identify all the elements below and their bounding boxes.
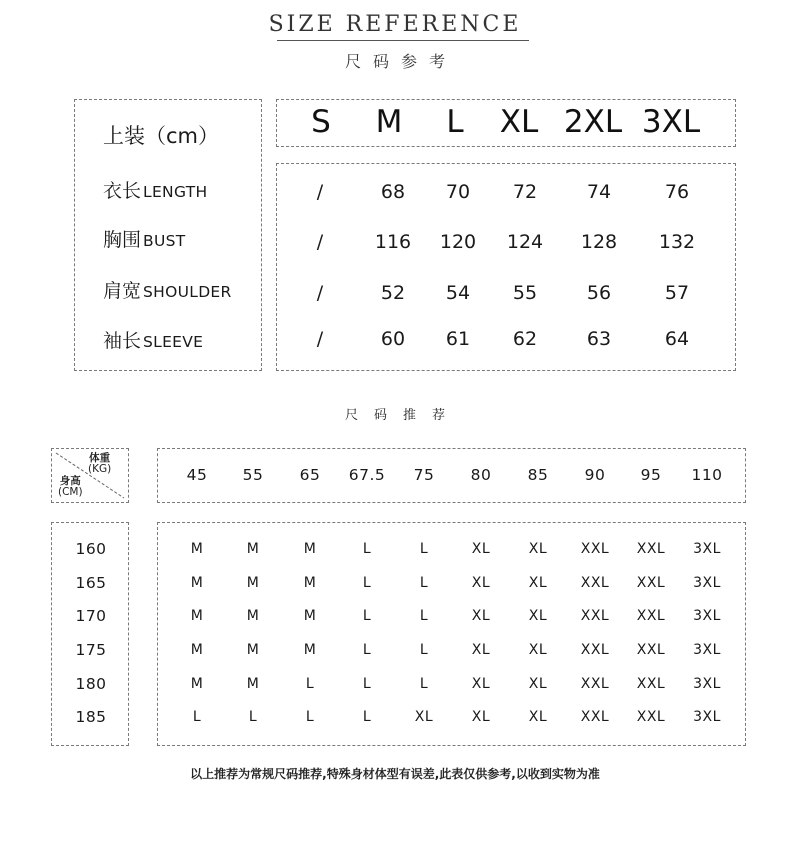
measure-value: 60 (380, 328, 406, 350)
recommended-size: L (305, 676, 315, 692)
recommended-size: 3XL (693, 676, 721, 692)
recommended-size: M (190, 608, 204, 624)
weight-header: 90 (584, 466, 606, 484)
row-label-cn: 衣长 (103, 180, 142, 202)
height-label: 175 (75, 641, 107, 659)
recommended-size: XL (471, 608, 491, 624)
measure-value: 128 (580, 231, 618, 253)
measure-value: 57 (664, 282, 690, 304)
recommended-size: XXL (636, 676, 666, 692)
row-label-en: BUST (143, 232, 186, 250)
recommended-size: M (246, 541, 260, 557)
recommended-size: M (190, 575, 204, 591)
size-header: 3XL (641, 104, 701, 140)
recommended-size: L (248, 709, 258, 725)
measure-value: 55 (512, 282, 538, 304)
recommend-title: 尺码推荐 (344, 408, 461, 423)
recommended-size: L (362, 608, 372, 624)
recommended-size: M (190, 642, 204, 658)
weight-header: 95 (640, 466, 662, 484)
title-english: SIZE REFERENCE (268, 12, 522, 37)
measure-value: / (316, 282, 324, 304)
recommended-size: XL (528, 541, 548, 557)
recommended-size: XXL (580, 676, 610, 692)
row-label-cn: 袖长 (103, 330, 142, 352)
measure-value: 54 (445, 282, 471, 304)
recommended-size: XXL (580, 709, 610, 725)
recommended-size: M (246, 642, 260, 658)
footnote: 以上推荐为常规尺码推荐,特殊身材体型有误差,此表仅供参考,以收到实物为准 (190, 767, 600, 781)
measure-value: 70 (445, 181, 471, 203)
measure-value: 116 (374, 231, 412, 253)
recommended-size: M (303, 608, 317, 624)
recommended-size: XXL (636, 541, 666, 557)
measure-value: 52 (380, 282, 406, 304)
measure-value: / (316, 231, 324, 253)
title-underline (277, 40, 529, 41)
size-header: XL (499, 104, 539, 140)
recommended-size: XL (528, 676, 548, 692)
measure-value: 61 (445, 328, 471, 350)
row-label-en: SHOULDER (143, 283, 232, 301)
measure-value: 68 (380, 181, 406, 203)
recommended-size: XXL (636, 608, 666, 624)
recommended-size: L (419, 642, 429, 658)
recommended-size: L (362, 541, 372, 557)
recommended-size: XXL (636, 709, 666, 725)
measure-value: 72 (512, 181, 538, 203)
height-label: 165 (75, 574, 107, 592)
measure-value: 74 (586, 181, 612, 203)
corner-weight-cn: 体重 (89, 452, 111, 464)
recommended-size: L (419, 575, 429, 591)
recommended-size: 3XL (693, 642, 721, 658)
recommended-size: XL (528, 709, 548, 725)
recommended-size: M (303, 541, 317, 557)
height-label: 160 (75, 540, 107, 558)
recommended-size: L (362, 642, 372, 658)
corner-weight-unit: (KG) (88, 463, 112, 475)
recommended-size: L (419, 608, 429, 624)
row-label-cn: 肩宽 (103, 280, 142, 302)
measure-value: 62 (512, 328, 538, 350)
corner-height-unit: (CM) (58, 486, 83, 498)
recommended-size: XXL (636, 575, 666, 591)
recommended-size: M (303, 642, 317, 658)
height-label: 180 (75, 675, 107, 693)
recommended-size: XL (528, 575, 548, 591)
weight-header: 67.5 (348, 466, 386, 484)
measure-value: 120 (439, 231, 477, 253)
recommended-size: L (419, 541, 429, 557)
measure-value: 56 (586, 282, 612, 304)
recommended-size: 3XL (693, 575, 721, 591)
size-header: S (311, 104, 331, 140)
weight-header: 65 (299, 466, 321, 484)
recommended-size: XL (471, 642, 491, 658)
corner-height-label (58, 476, 83, 498)
measure-value: 76 (664, 181, 690, 203)
corner-weight-label (88, 453, 111, 475)
recommended-size: XL (471, 541, 491, 557)
corner-height-cn: 身高 (59, 475, 81, 487)
recommended-size: 3XL (693, 541, 721, 557)
recommended-size: XXL (580, 642, 610, 658)
recommended-size: L (362, 676, 372, 692)
measure-value: / (316, 328, 324, 350)
title-chinese: 尺码参考 (344, 52, 457, 71)
recommended-size: XXL (580, 608, 610, 624)
row-label-bust (103, 225, 186, 252)
row-label-en: SLEEVE (143, 333, 204, 351)
weight-header: 55 (242, 466, 264, 484)
recommended-size: XL (414, 709, 434, 725)
measure-value: / (316, 181, 324, 203)
recommended-size: L (419, 676, 429, 692)
row-label-en: LENGTH (143, 183, 208, 201)
size-header: 2XL (563, 104, 623, 140)
size-header: L (446, 104, 464, 140)
recommended-size: XL (471, 709, 491, 725)
height-label: 170 (75, 607, 107, 625)
weight-header: 45 (186, 466, 208, 484)
row-label-sleeve (103, 326, 203, 353)
measure-value: 132 (658, 231, 696, 253)
recommended-size: M (303, 575, 317, 591)
size-header: M (375, 104, 403, 140)
recommended-size: XL (471, 676, 491, 692)
recommended-size: M (190, 676, 204, 692)
recommended-size: M (246, 608, 260, 624)
recommended-size: 3XL (693, 709, 721, 725)
weight-header: 75 (413, 466, 435, 484)
row-label-length (103, 176, 207, 203)
recommended-size: M (246, 676, 260, 692)
weight-header: 85 (527, 466, 549, 484)
height-label: 185 (75, 708, 107, 726)
recommended-size: XL (528, 642, 548, 658)
recommended-size: 3XL (693, 608, 721, 624)
row-label-cn: 胸围 (103, 229, 142, 251)
recommended-size: L (362, 709, 372, 725)
measure-value: 63 (586, 328, 612, 350)
row-label-shoulder (103, 276, 232, 303)
recommended-size: XXL (636, 642, 666, 658)
recommended-size: XXL (580, 541, 610, 557)
weight-header: 80 (470, 466, 492, 484)
recommended-size: M (190, 541, 204, 557)
weight-header: 110 (691, 466, 723, 484)
recommended-size: M (246, 575, 260, 591)
recommended-size: XL (471, 575, 491, 591)
measure-value: 124 (506, 231, 544, 253)
recommended-size: XXL (580, 575, 610, 591)
unit-label: 上装（cm） (103, 124, 220, 148)
recommended-size: L (305, 709, 315, 725)
recommended-size: L (362, 575, 372, 591)
recommended-size: L (192, 709, 202, 725)
measure-value: 64 (664, 328, 690, 350)
recommended-size: XL (528, 608, 548, 624)
